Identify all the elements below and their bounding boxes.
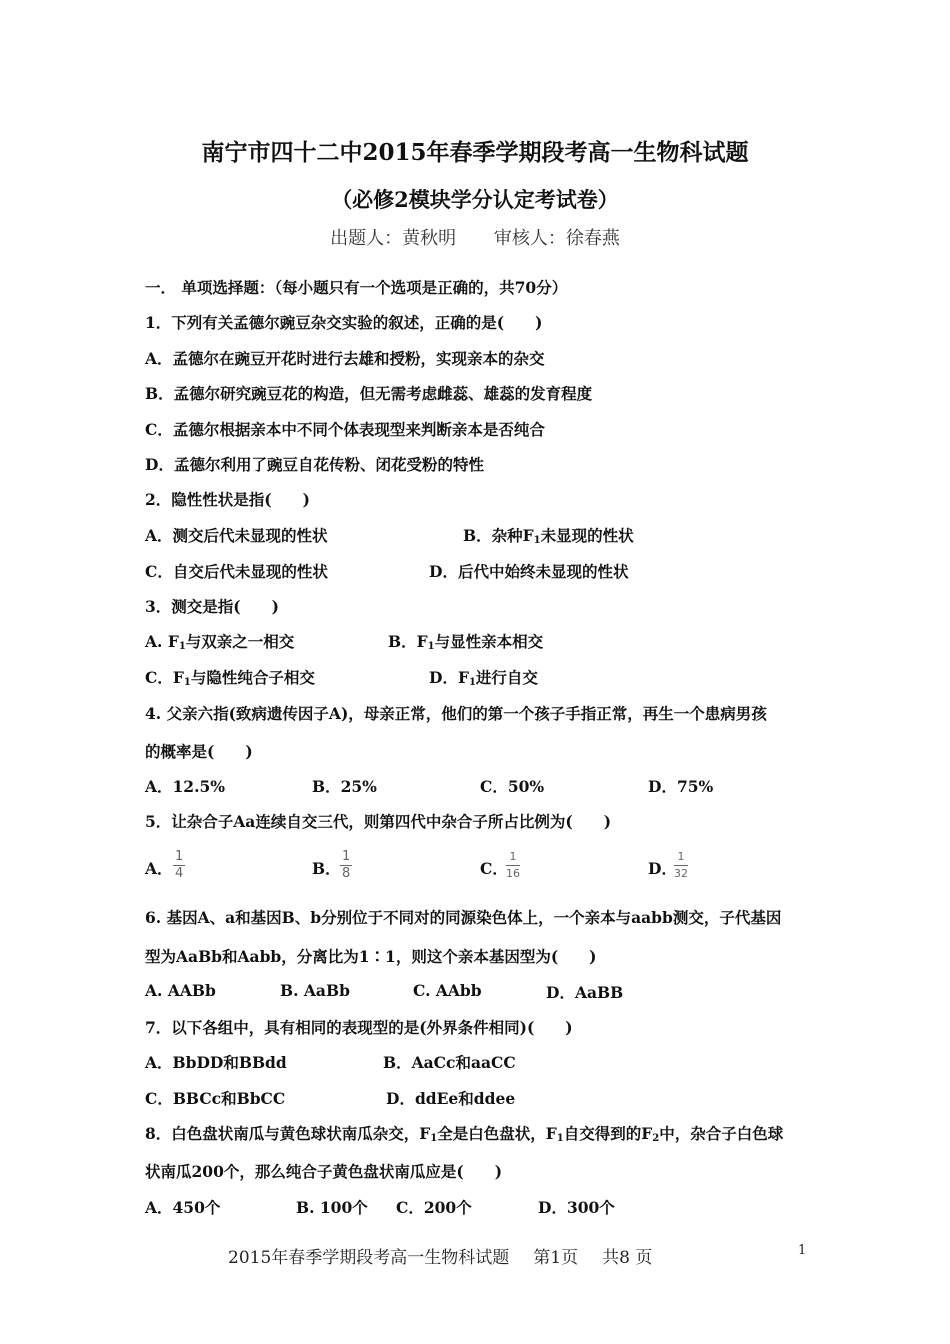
q3-option-c: C．$F_1$与隐性纯合子相交 bbox=[145, 668, 315, 688]
q4-stem-line1: 4. 父亲六指(致病遗传因子A)，母亲正常，他们的第一个孩子手指正常，再生一个患病男孩 bbox=[145, 704, 767, 723]
q1-option-b: B．孟德尔研究豌豆花的构造，但无需考虑雌蕊、雄蕊的发育程度 bbox=[145, 384, 593, 403]
footer-total: 共8 页 bbox=[602, 1248, 653, 1268]
q2-option-c: C．自交后代未显现的性状 bbox=[145, 562, 328, 581]
exam-title: 南宁市四十二中2015年春季学期段考高一生物科试题 bbox=[201, 139, 749, 166]
q3-option-b: B．$F_1$与显性亲本相交 bbox=[388, 632, 544, 652]
q6-option-b: B. AaBb bbox=[280, 981, 350, 1000]
q4-option-b: B．25% bbox=[312, 777, 377, 796]
q6-stem-line1: 6. 基因A、a和基因B、b分别位于不同对的同源染色体上，一个亲本与aabb测交，子代基因 bbox=[145, 908, 782, 927]
q2-option-d: D．后代中始终未显现的性状 bbox=[429, 562, 629, 581]
reviewer-label: 审核人：徐春燕 bbox=[493, 228, 620, 249]
q5-option-a: A． bbox=[145, 859, 173, 878]
exam-subtitle: （必修2模块学分认定考试卷） bbox=[331, 187, 619, 212]
q8-option-c: C．200个 bbox=[396, 1198, 472, 1217]
q7-option-a: A．BbDD和BBdd bbox=[145, 1053, 287, 1072]
q6-stem-line2: 型为AaBb和Aabb，分离比为1∶1，则这个亲本基因型为( ) bbox=[145, 947, 597, 966]
page-number: 1 bbox=[798, 1243, 807, 1258]
q8-option-d: D．300个 bbox=[538, 1198, 615, 1217]
q5-fraction-d: $\frac{1}{32}$ bbox=[674, 850, 688, 880]
q8-option-a: A．450个 bbox=[145, 1198, 221, 1217]
q8-option-b: B. 100个 bbox=[296, 1198, 368, 1217]
q3-option-a: A. $F_1$与双亲之一相交 bbox=[145, 632, 295, 652]
q4-option-c: C．50% bbox=[480, 777, 545, 796]
footer-page: 第1页 bbox=[533, 1248, 579, 1268]
q1-option-a: A．孟德尔在豌豆开花时进行去雄和授粉，实现亲本的杂交 bbox=[145, 349, 545, 368]
q6-option-a: A. AABb bbox=[145, 981, 216, 1000]
q5-fraction-a: $\frac{1}{4}$ bbox=[175, 849, 184, 881]
q4-option-d: D．75% bbox=[648, 777, 714, 796]
q8-stem-line1: 8．白色盘状南瓜与黄色球状南瓜杂交，$F_1$全是白色盘状，$F_1$自交得到的$F_2$中，杂合子白色球 bbox=[145, 1124, 784, 1144]
q2-stem: 2．隐性性状是指( ) bbox=[145, 490, 310, 509]
q6-option-c: C. AAbb bbox=[413, 981, 482, 1000]
q7-option-b: B．AaCc和aaCC bbox=[383, 1053, 516, 1072]
q1-stem: 1．下列有关孟德尔豌豆杂交实验的叙述，正确的是( ) bbox=[145, 313, 543, 332]
section-heading: 一． 单项选择题：（每小题只有一个选项是正确的，共70分） bbox=[145, 278, 568, 297]
q5-option-c: C． bbox=[480, 859, 508, 878]
q5-stem: 5．让杂合子Aa连续自交三代，则第四代中杂合子所占比例为( ) bbox=[145, 812, 612, 831]
q1-option-d: D．孟德尔利用了豌豆自花传粉、闭花受粉的特性 bbox=[145, 455, 484, 474]
q4-stem-line2: 的概率是( ) bbox=[145, 742, 253, 761]
q1-option-c: C．孟德尔根据亲本中不同个体表现型来判断亲本是否纯合 bbox=[145, 420, 545, 439]
q7-stem: 7．以下各组中，具有相同的表现型的是(外界条件相同)( ) bbox=[145, 1018, 573, 1037]
q4-option-a: A．12.5% bbox=[145, 777, 226, 796]
q3-stem: 3．测交是指( ) bbox=[145, 597, 279, 616]
q8-stem-line2: 状南瓜200个，那么纯合子黄色盘状南瓜应是( ) bbox=[145, 1162, 503, 1181]
exam-credits bbox=[0, 224, 950, 250]
q7-option-c: C．BBCc和BbCC bbox=[145, 1089, 286, 1108]
q5-option-d: D． bbox=[648, 859, 677, 878]
q3-option-d: D．$F_1$进行自交 bbox=[429, 668, 538, 688]
q7-option-d: D．ddEe和ddee bbox=[386, 1089, 516, 1108]
footer-title: 2015年春季学期段考高一生物科试题 bbox=[228, 1248, 510, 1268]
author-label: 出题人：黄秋明 bbox=[330, 228, 457, 249]
q2-option-b: B．杂种$F_1$未显现的性状 bbox=[463, 526, 634, 546]
q5-fraction-c: $\frac{1}{16}$ bbox=[506, 850, 520, 880]
q2-option-a: A．测交后代未显现的性状 bbox=[145, 526, 328, 545]
q6-option-d: D．AaBB bbox=[546, 983, 624, 1002]
q5-fraction-b: $\frac{1}{8}$ bbox=[342, 849, 351, 881]
q5-option-b: B． bbox=[312, 859, 341, 878]
page-footer bbox=[228, 1243, 652, 1268]
